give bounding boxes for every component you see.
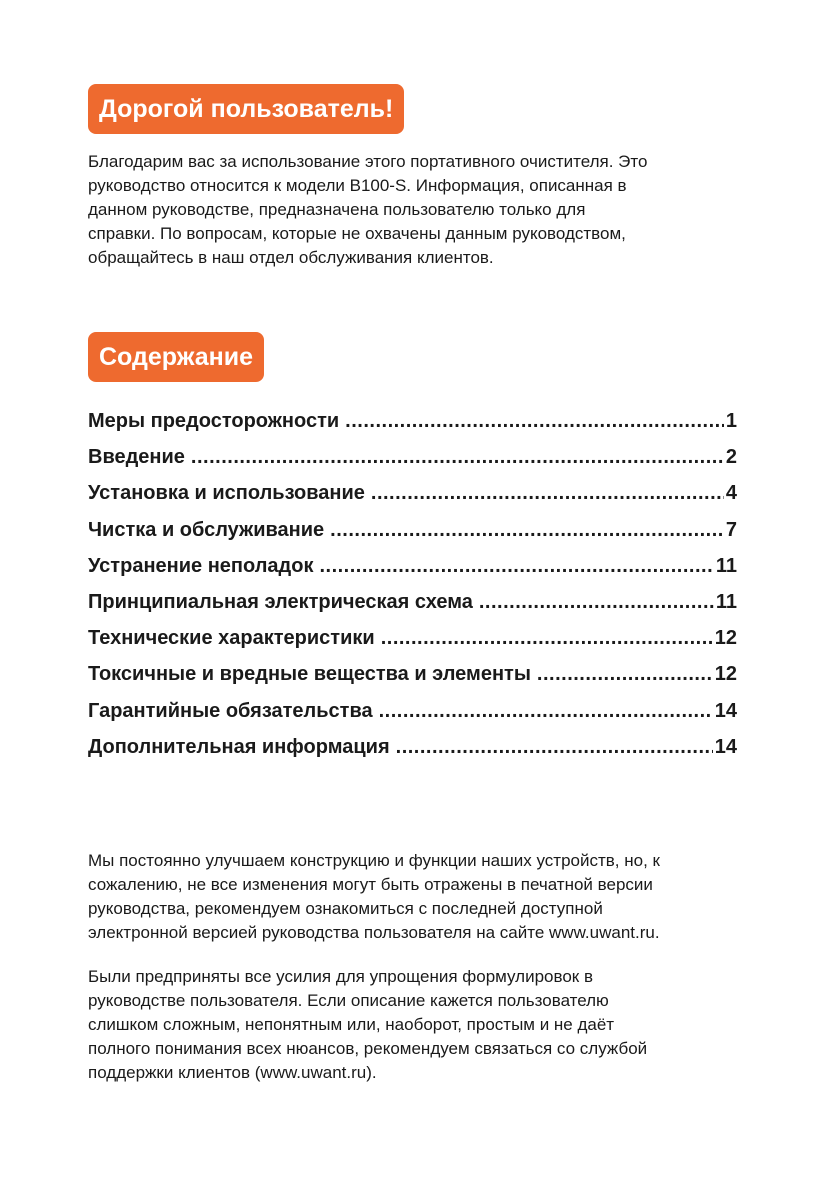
toc-dot-leader <box>319 548 713 584</box>
toc-item-troubleshooting[interactable] <box>88 548 737 584</box>
toc-dot-leader <box>345 403 724 439</box>
contents-heading: Содержание <box>88 332 264 382</box>
toc-item-title: Дополнительная информация <box>88 735 390 758</box>
toc-item-title: Меры предосторожности <box>88 410 340 432</box>
note-line: руководстве пользователя. Если описание кажется пользователю <box>88 991 609 1010</box>
toc-dot-leader <box>479 584 714 620</box>
toc-item-title: Принципиальная электрическая схема <box>88 590 473 613</box>
toc-item-introduction[interactable] <box>88 439 737 475</box>
toc-item-title: Устранение неполадок <box>88 554 314 577</box>
note-line: Были предприняты все усилия для упрощения формулировок в <box>88 967 593 986</box>
toc-dot-leader <box>330 512 724 548</box>
toc-item-title: Гарантийные обязательства <box>88 699 373 722</box>
toc-item-hazardous-substances[interactable] <box>88 656 737 692</box>
updates-note-paragraph <box>88 849 760 945</box>
toc-dot-leader <box>396 729 713 765</box>
toc-dot-leader <box>379 693 713 729</box>
toc-item-precautions[interactable] <box>88 403 737 439</box>
toc-item-page: 4 <box>725 482 737 505</box>
toc-item-additional-info[interactable] <box>88 729 737 765</box>
toc-item-installation[interactable] <box>88 475 737 511</box>
note-line: полного понимания всех нюансов, рекомендуем связаться со службой <box>88 1039 648 1058</box>
dear-user-heading: Дорогой пользователь! <box>88 84 404 134</box>
note-line: руководства, рекомендуем ознакомиться с последней доступной <box>88 899 603 918</box>
toc-dot-leader <box>537 656 713 692</box>
toc-item-specifications[interactable] <box>88 620 737 656</box>
toc-item-page: 7 <box>725 518 737 541</box>
toc-dot-leader <box>381 620 713 656</box>
toc-item-title: Введение <box>88 446 185 469</box>
note-line: слишком сложным, непонятным или, наоборот, простым и не даёт <box>88 1015 615 1034</box>
toc-dot-leader <box>371 475 724 511</box>
table-of-contents <box>88 403 737 765</box>
toc-dot-leader <box>191 439 724 475</box>
toc-item-page: 11 <box>715 554 737 577</box>
note-line: электронной версией руководства пользователя на сайте www.uwant.ru. <box>88 923 660 942</box>
toc-item-title: Установка и использование <box>88 482 365 505</box>
intro-line: данном руководстве, предназначена пользователю только для <box>88 200 586 219</box>
intro-line: справки. По вопросам, которые не охвачены данным руководством, <box>88 224 626 243</box>
toc-item-title: Токсичные и вредные вещества и элементы <box>88 663 531 686</box>
support-note-paragraph <box>88 965 760 1085</box>
toc-item-title: Чистка и обслуживание <box>88 518 325 541</box>
intro-line: Благодарим вас за использование этого портативного очистителя. Это <box>88 152 648 171</box>
toc-item-page: 12 <box>714 627 737 650</box>
toc-item-warranty[interactable] <box>88 693 737 729</box>
toc-item-page: 1 <box>725 410 737 432</box>
intro-line: руководство относится к модели B100-S. Информация, описанная в <box>88 176 627 195</box>
note-line: Мы постоянно улучшаем конструкцию и функции наших устройств, но, к <box>88 851 660 870</box>
intro-paragraph <box>88 150 760 270</box>
toc-item-page: 14 <box>714 699 737 722</box>
note-line: поддержки клиентов (www.uwant.ru). <box>88 1063 377 1082</box>
note-line: сожалению, не все изменения могут быть отражены в печатной версии <box>88 875 653 894</box>
intro-line: обращайтесь в наш отдел обслуживания клиентов. <box>88 248 494 267</box>
toc-item-page: 11 <box>715 590 737 613</box>
toc-item-page: 14 <box>714 735 737 758</box>
toc-item-circuit-diagram[interactable] <box>88 584 737 620</box>
toc-item-cleaning[interactable] <box>88 512 737 548</box>
toc-item-page: 2 <box>725 446 737 469</box>
toc-item-title: Технические характеристики <box>88 627 375 650</box>
toc-item-page: 12 <box>714 663 737 686</box>
